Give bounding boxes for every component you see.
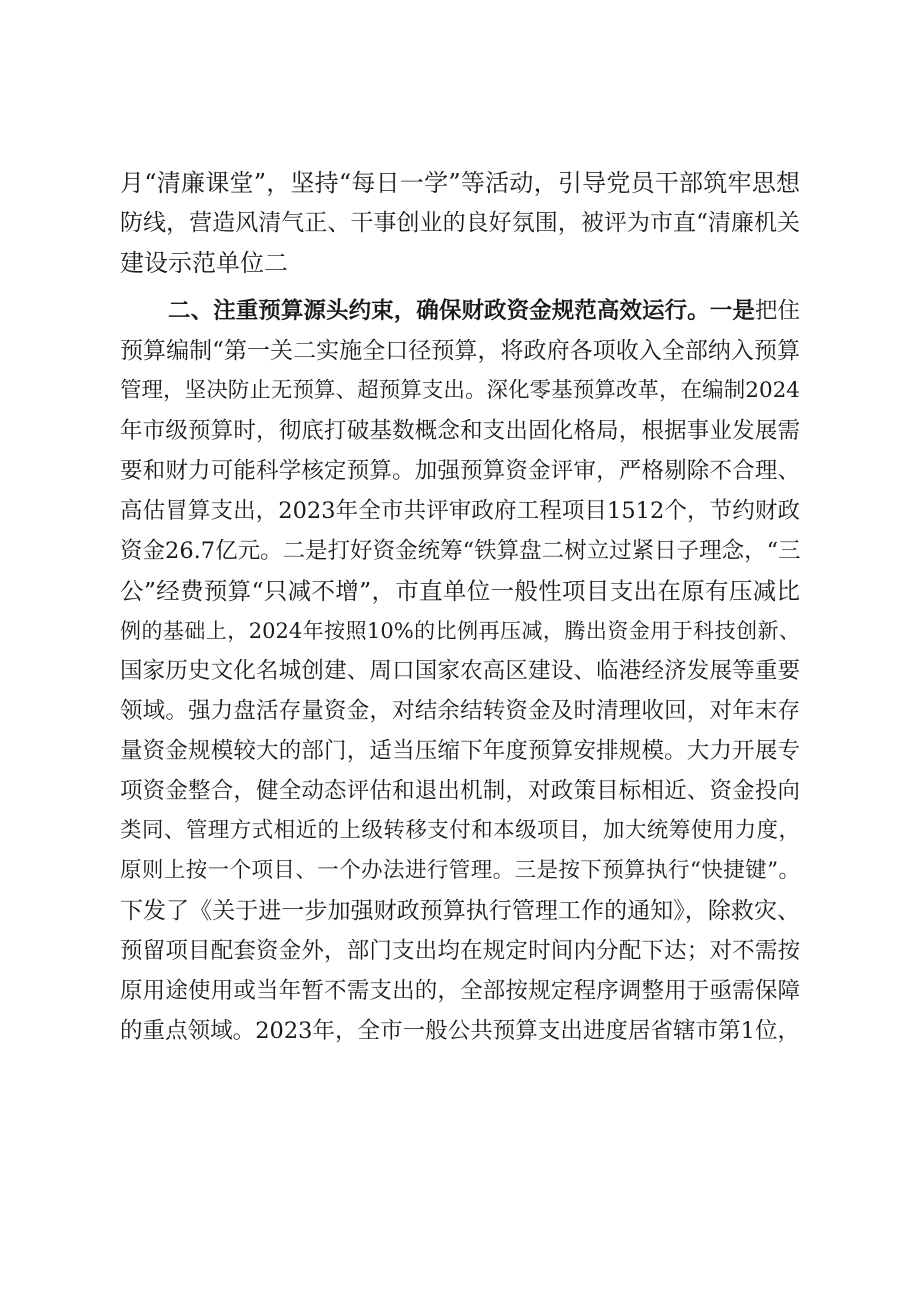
paragraph-2-line: 预算编制“第一关二实施全口径预算，将政府各项收入全部纳入预算 xyxy=(120,338,800,364)
paragraph-2-line: 原用途使用或当年暂不需支出的，全部按规定程序调整用于亟需保障 xyxy=(120,978,800,1004)
paragraph-2-line: 要和财力可能科学核定预算。加强预算资金评审，严格剔除不合理、 xyxy=(120,458,800,484)
paragraph-1-line-1: 月“清廉课堂”，坚持“每日一学”等活动，引导党员干部筑牢思想 xyxy=(120,169,800,197)
paragraph-2-line: 管理，坚决防止无预算、超预算支出。深化零基预算改革，在编制2024 xyxy=(120,378,800,403)
paragraph-2-line: 年市级预算时，彻底打破基数概念和支出固化格局，根据事业发展需 xyxy=(120,418,800,444)
heading-line-rest: 把住 xyxy=(754,298,800,324)
paragraph-2-line: 项资金整合，健全动态评估和退出机制，对政策目标相近、资金投向 xyxy=(120,778,800,804)
paragraph-2-line: 公”经费预算“只减不增”，市直单位一般性项目支出在原有压减比 xyxy=(120,577,800,605)
paragraph-2-line: 类同、管理方式相近的上级转移支付和本级项目，加大统筹使用力度， xyxy=(120,818,800,843)
paragraph-2-heading-line xyxy=(168,291,800,331)
paragraph-2-line: 国家历史文化名城创建、周口国家农高区建设、临港经济发展等重要 xyxy=(120,658,800,684)
paragraph-2-line: 的重点领域。2023年，全市一般公共预算支出进度居省辖市第1位， xyxy=(120,1018,800,1044)
paragraph-2-line: 资金26.7亿元。二是打好资金统筹“铁算盘二树立过紧日子理念，“三 xyxy=(120,538,801,564)
paragraph-2-line: 下发了《关于进一步加强财政预算执行管理工作的通知》，除救灾、 xyxy=(120,898,800,924)
paragraph-2-line: 原则上按一个项目、一个办法进行管理。三是按下预算执行“快捷键”。 xyxy=(120,858,800,883)
subhead-one: 一是 xyxy=(709,298,755,324)
paragraph-2-line: 高估冒算支出，2023年全市共评审政府工程项目1512个，节约财政 xyxy=(120,498,800,524)
section-heading: 二、注重预算源头约束，确保财政资金规范高效运行。 xyxy=(168,298,710,324)
paragraph-1-line-2: 防线，营造风清气正、干事创业的良好氛围，被评为市直“清廉机关 xyxy=(120,210,800,236)
paragraph-2-line: 领域。强力盘活存量资金，对结余结转资金及时清理收回，对年末存 xyxy=(120,698,800,724)
paragraph-1-line-3: 建设示范单位二 xyxy=(120,249,288,277)
paragraph-2-line: 量资金规模较大的部门，适当压缩下年度预算安排规模。大力开展专 xyxy=(120,738,800,764)
paragraph-2-line: 例的基础上，2024年按照10%的比例再压减，腾出资金用于科技创新、 xyxy=(120,619,800,643)
paragraph-2-line: 预留项目配套资金外，部门支出均在规定时间内分配下达；对不需按 xyxy=(120,938,800,964)
